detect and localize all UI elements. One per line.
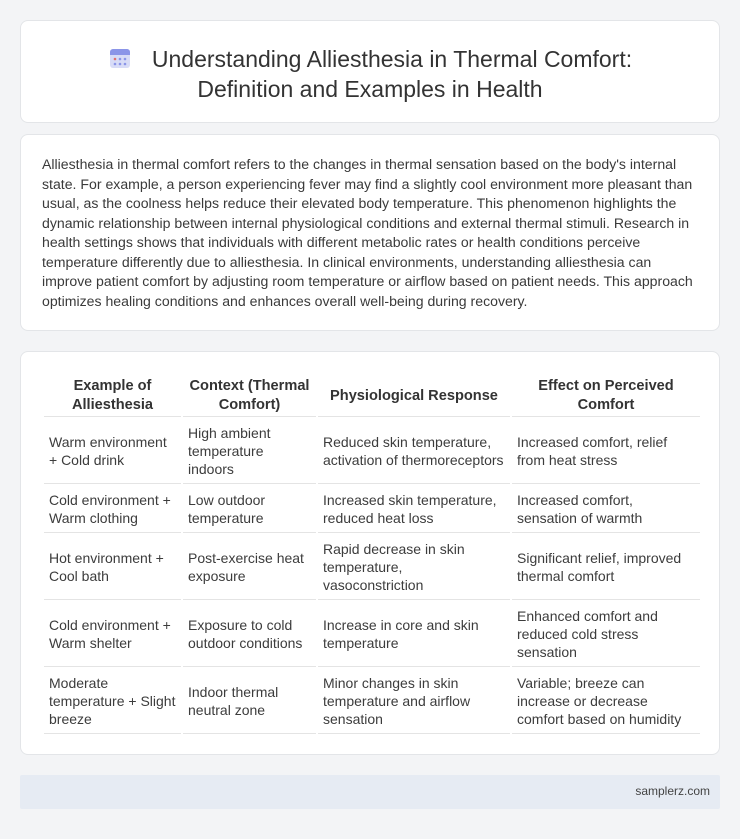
table-cell: Low outdoor temperature: [183, 486, 316, 533]
table-cell: Increased comfort, relief from heat stress: [512, 419, 700, 484]
table-cell: Rapid decrease in skin temperature, vasoconstriction: [318, 535, 510, 600]
table-cell: Exposure to cold outdoor conditions: [183, 602, 316, 667]
table-cell: Moderate temperature + Slight breeze: [44, 669, 181, 734]
table-header-row: [44, 375, 700, 417]
intro-card: [20, 134, 720, 331]
calendar-icon: [108, 46, 132, 70]
table-card: [20, 351, 720, 755]
table-cell: Cold environment + Warm shelter: [44, 602, 181, 667]
table-cell: Cold environment + Warm clothing: [44, 486, 181, 533]
footer: [20, 775, 720, 809]
table-cell: Increased comfort, sensation of warmth: [512, 486, 700, 533]
table-cell: High ambient temperature indoors: [183, 419, 316, 484]
title-line-2: Definition and Examples in Health: [197, 76, 543, 102]
alliesthesia-table: [42, 373, 702, 736]
column-header: Example of Alliesthesia: [44, 375, 181, 417]
table-cell: Significant relief, improved thermal comfort: [512, 535, 700, 600]
table-cell: Minor changes in skin temperature and airflow sensation: [318, 669, 510, 734]
table-cell: Variable; breeze can increase or decrease comfort based on humidity: [512, 669, 700, 734]
table-cell: Enhanced comfort and reduced cold stress sensation: [512, 602, 700, 667]
page-title: [21, 44, 719, 104]
column-header: Effect on Perceived Comfort: [512, 375, 700, 417]
table-row: [44, 602, 700, 667]
column-header: Physiological Response: [318, 375, 510, 417]
table-cell: Post-exercise heat exposure: [183, 535, 316, 600]
table-cell: Reduced skin temperature, activation of thermoreceptors: [318, 419, 510, 484]
intro-paragraph: Alliesthesia in thermal comfort refers to the changes in thermal sensation based on the body's internal state. For example, a person experiencing fever may find a slightly cool environment more pleasant than usual, as the coolness helps reduce their elevated body temperature. This phenomenon highlights the dynamic relationship between internal physiological conditions and external thermal stimuli. Research in health settings shows that individuals with different metabolic rates or health conditions perceive temperature differently due to alliesthesia. In clinical environments, understanding alliesthesia can improve patient comfort by adjusting room temperature or airflow based on patient needs. This approach optimizes healing conditions and enhances overall well-being during recovery.: [42, 156, 693, 309]
table-cell: Hot environment + Cool bath: [44, 535, 181, 600]
footer-site-link[interactable]: samplerz.com: [635, 784, 710, 798]
column-header: Context (Thermal Comfort): [183, 375, 316, 417]
table-row: [44, 535, 700, 600]
table-row: [44, 419, 700, 484]
table-cell: Indoor thermal neutral zone: [183, 669, 316, 734]
title-line-1: Understanding Alliesthesia in Thermal Comfort:: [151, 46, 633, 72]
table-cell: Increase in core and skin temperature: [318, 602, 510, 667]
table-cell: Increased skin temperature, reduced heat loss: [318, 486, 510, 533]
table-cell: Warm environment + Cold drink: [44, 419, 181, 484]
header-card: [20, 20, 720, 123]
table-row: [44, 669, 700, 734]
table-row: [44, 486, 700, 533]
